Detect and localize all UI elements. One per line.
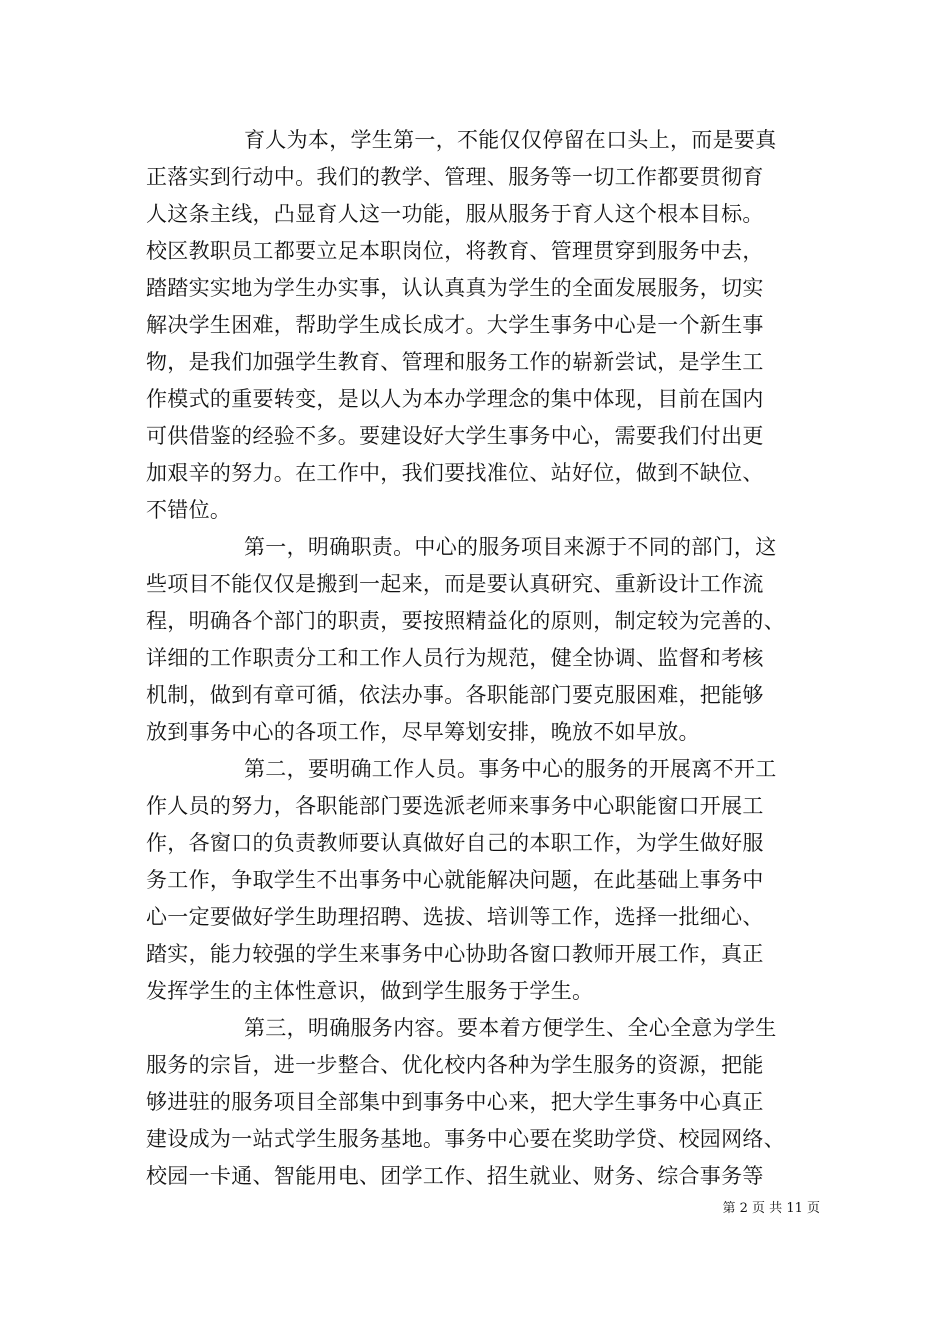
paragraph xyxy=(146,529,836,751)
text-line: 服务的宗旨，进一步整合、优化校内各种为学生服务的资源，把能 xyxy=(146,1053,764,1077)
text-line: 可供借鉴的经验不多。要建设好大学生事务中心，需要我们付出更 xyxy=(146,424,764,448)
text-line: 务工作，争取学生不出事务中心就能解决问题，在此基础上事务中 xyxy=(146,868,764,892)
paragraph xyxy=(146,122,836,529)
text-line: 发挥学生的主体性意识，做到学生服务于学生。 xyxy=(146,979,594,1003)
text-line: 不错位。 xyxy=(146,498,232,522)
text-line: 正落实到行动中。我们的教学、管理、服务等一切工作都要贯彻育 xyxy=(146,165,764,189)
text-line: 踏实，能力较强的学生来事务中心协助各窗口教师开展工作，真正 xyxy=(146,942,764,966)
text-line: 够进驻的服务项目全部集中到事务中心来，把大学生事务中心真正 xyxy=(146,1090,764,1114)
page-number-footer: 第 2 页 共 11 页 xyxy=(722,1201,820,1216)
text-line: 校园一卡通、智能用电、团学工作、招生就业、财务、综合事务等 xyxy=(146,1164,764,1188)
paragraph xyxy=(146,751,836,1010)
text-line: 第三，明确服务内容。要本着方便学生、全心全意为学生 xyxy=(244,1016,777,1040)
text-line: 校区教职员工都要立足本职岗位，将教育、管理贯穿到服务中去， xyxy=(146,239,764,263)
text-line: 些项目不能仅仅是搬到一起来，而是要认真研究、重新设计工作流 xyxy=(146,572,764,596)
text-line: 放到事务中心的各项工作，尽早筹划安排，晚放不如早放。 xyxy=(146,720,700,744)
paragraph xyxy=(146,1010,836,1195)
text-line: 育人为本，学生第一，不能仅仅停留在口头上，而是要真 xyxy=(244,128,777,152)
text-line: 机制，做到有章可循，依法办事。各职能部门要克服困难，把能够 xyxy=(146,683,764,707)
text-line: 解决学生困难，帮助学生成长成才。大学生事务中心是一个新生事 xyxy=(146,313,764,337)
text-line: 第一，明确职责。中心的服务项目来源于不同的部门，这 xyxy=(244,535,777,559)
text-line: 物，是我们加强学生教育、管理和服务工作的崭新尝试，是学生工 xyxy=(146,350,764,374)
text-line: 踏踏实实地为学生办实事，认认真真为学生的全面发展服务，切实 xyxy=(146,276,764,300)
body-text xyxy=(146,122,836,1195)
text-line: 人这条主线，凸显育人这一功能，服从服务于育人这个根本目标。 xyxy=(146,202,764,226)
text-line: 作人员的努力，各职能部门要选派老师来事务中心职能窗口开展工 xyxy=(146,794,764,818)
text-line: 程，明确各个部门的职责，要按照精益化的原则，制定较为完善的、 xyxy=(146,609,785,633)
text-line: 详细的工作职责分工和工作人员行为规范，健全协调、监督和考核 xyxy=(146,646,764,670)
text-line: 加艰辛的努力。在工作中，我们要找准位、站好位，做到不缺位、 xyxy=(146,461,764,485)
text-line: 作模式的重要转变，是以人为本办学理念的集中体现，目前在国内 xyxy=(146,387,764,411)
text-line: 心一定要做好学生助理招聘、选拔、培训等工作，选择一批细心、 xyxy=(146,905,764,929)
text-line: 作，各窗口的负责教师要认真做好自己的本职工作，为学生做好服 xyxy=(146,831,764,855)
text-line: 第二，要明确工作人员。事务中心的服务的开展离不开工 xyxy=(244,757,777,781)
text-line: 建设成为一站式学生服务基地。事务中心要在奖助学贷、校园网络、 xyxy=(146,1127,785,1151)
